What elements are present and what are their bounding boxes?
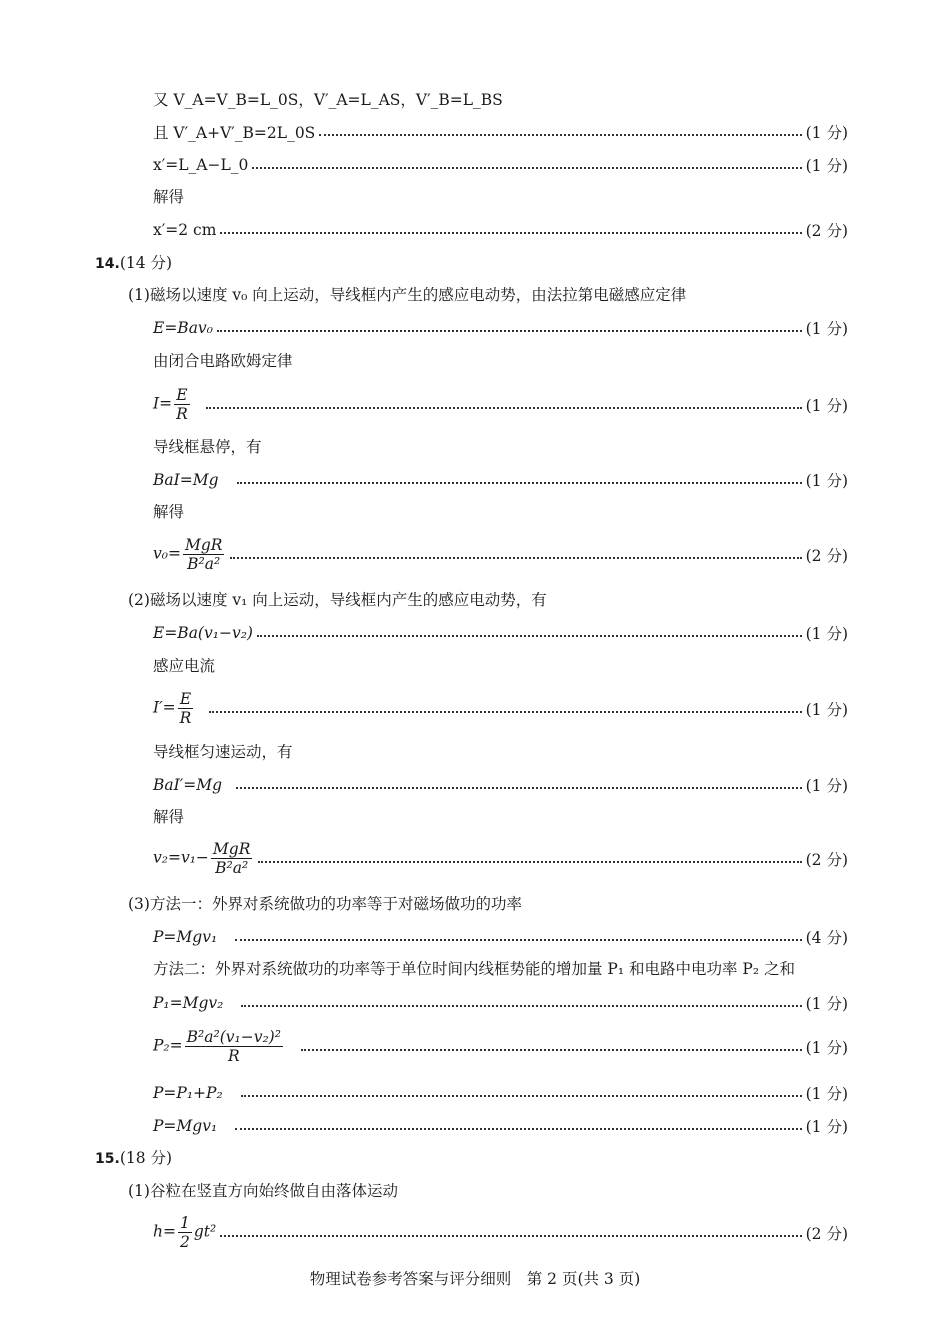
score-label: (1 分) [805, 396, 848, 415]
leader-dots [252, 167, 801, 169]
equation-row [153, 926, 848, 948]
score-label: (4 分) [805, 929, 848, 947]
equation-row [153, 774, 848, 796]
numerator: E [176, 386, 188, 404]
fraction [183, 536, 224, 573]
leader-dots [220, 1235, 801, 1237]
equation-row [153, 622, 848, 644]
fraction [185, 1028, 283, 1065]
equation-row [153, 1115, 848, 1137]
text-line: 感应电流 [153, 657, 216, 675]
score-label: (1 分) [805, 1038, 848, 1057]
equation-row [153, 154, 848, 176]
leader-dots [235, 1128, 801, 1130]
equation-text: P=Mgv₁ [153, 928, 218, 946]
equation-lhs: v₂=v₁− [153, 848, 209, 867]
score-label: (2 分) [805, 222, 848, 240]
leader-dots [241, 1005, 801, 1007]
equation-volumes: 又 V_A=V_B=L_0S，V′_A=L_AS，V′_B=L_BS [153, 91, 503, 109]
denominator: B²a² [187, 555, 221, 573]
equation-text: E=Bav₀ [153, 319, 213, 337]
equation-row [153, 219, 848, 241]
question-points: (14 分) [119, 254, 173, 272]
equation-text [153, 690, 195, 727]
equation-row [153, 690, 848, 727]
fraction [174, 386, 190, 423]
denominator: 2 [179, 1233, 190, 1251]
denominator: R [227, 1047, 240, 1065]
score-label: (1 分) [805, 625, 848, 643]
equation-row [153, 121, 848, 143]
page-footer: 物理试卷参考答案与评分细则 第 2 页(共 3 页) [309, 1270, 641, 1288]
equation-text: x′=L_A−L_0 [153, 156, 249, 174]
score-label: (1 分) [805, 157, 848, 175]
text-line: 解得 [153, 503, 185, 521]
leader-dots [235, 939, 801, 941]
equation-text: x′=2 cm [153, 221, 217, 239]
fraction [211, 840, 252, 877]
question-number: 15. [95, 1151, 120, 1167]
equation-row [153, 992, 848, 1014]
score-label: (1 分) [805, 320, 848, 338]
equation-text: 且 V′_A+V′_B=2L_0S [153, 124, 316, 142]
equation-row [153, 840, 848, 877]
leader-dots [217, 330, 802, 332]
denominator: R [179, 709, 192, 727]
equation-row [153, 386, 848, 423]
equation-lhs: P₂= [153, 1036, 183, 1055]
leader-dots [257, 635, 802, 637]
question-heading [95, 1148, 950, 1169]
leader-dots [237, 482, 802, 484]
equation-lhs: I= [153, 394, 173, 413]
denominator: R [176, 405, 188, 423]
score-label: (2 分) [805, 546, 848, 565]
fraction [178, 690, 194, 727]
question-number: 14. [95, 256, 120, 272]
part-text: (3)方法一：外界对系统做功的功率等于对磁场做功的功率 [128, 895, 522, 913]
leader-dots [319, 134, 801, 136]
text-line: 方法二：外界对系统做功的功率等于单位时间内线框势能的增加量 P₁ 和电路中电功率 P₂ 之和 [153, 960, 795, 978]
leader-dots [206, 407, 802, 409]
equation-lhs: h= [153, 1222, 176, 1241]
leader-dots [230, 557, 801, 559]
equation-row [153, 1082, 848, 1104]
equation-text: BaI=Mg [153, 471, 219, 489]
text-line: 导线框悬停，有 [153, 438, 262, 456]
equation-row [153, 469, 848, 491]
numerator: E [179, 690, 192, 708]
numerator: MgR [184, 536, 223, 554]
leader-dots [236, 787, 802, 789]
text-line: 解得 [153, 188, 185, 206]
equation-text [153, 536, 226, 573]
equation-text: E=Ba(v₁−v₂) [153, 624, 253, 642]
leader-dots [301, 1049, 802, 1051]
score-label: (1 分) [805, 1118, 848, 1136]
equation-lhs: v₀= [153, 544, 181, 563]
part-text: (1)谷粒在竖直方向始终做自由落体运动 [128, 1182, 398, 1200]
score-label: (1 分) [805, 1085, 848, 1103]
part-text: (1)磁场以速度 v₀ 向上运动，导线框内产生的感应电动势，由法拉第电磁感应定律 [128, 286, 687, 304]
denominator: B²a² [215, 859, 249, 877]
equation-row [153, 317, 848, 339]
equation-row [153, 1214, 848, 1251]
equation-text [153, 1214, 216, 1251]
equation-text [153, 840, 254, 877]
leader-dots [241, 1095, 802, 1097]
text-line: 解得 [153, 808, 185, 826]
fraction [178, 1214, 192, 1251]
leader-dots [258, 861, 801, 863]
question-heading [95, 253, 950, 274]
equation-text: BaI′=Mg [153, 776, 223, 794]
question-points: (18 分) [119, 1149, 173, 1167]
equation-row [153, 536, 848, 573]
equation-text [153, 386, 192, 423]
part-text: (2)磁场以速度 v₁ 向上运动，导线框内产生的感应电动势，有 [128, 591, 547, 609]
score-label: (1 分) [805, 700, 848, 719]
leader-dots [220, 232, 801, 234]
score-label: (1 分) [805, 777, 848, 795]
equation-row [153, 1028, 848, 1065]
score-label: (1 分) [805, 995, 848, 1013]
equation-lhs: I′= [153, 698, 176, 717]
equation-rhs: gt² [193, 1222, 217, 1241]
equation-text [153, 1028, 285, 1065]
score-label: (1 分) [805, 124, 848, 142]
score-label: (1 分) [805, 472, 848, 490]
equation-text: P=P₁+P₂ [153, 1084, 223, 1102]
equation-text: P=Mgv₁ [153, 1117, 218, 1135]
text-line: 导线框匀速运动，有 [153, 743, 293, 761]
score-label: (2 分) [805, 1224, 848, 1243]
score-label: (2 分) [805, 850, 848, 869]
numerator: B²a²(v₁−v₂)² [186, 1028, 281, 1046]
text-line: 由闭合电路欧姆定律 [153, 352, 293, 370]
equation-text: P₁=Mgv₂ [153, 994, 224, 1012]
numerator: MgR [212, 840, 251, 858]
leader-dots [209, 711, 801, 713]
numerator: 1 [179, 1214, 190, 1232]
